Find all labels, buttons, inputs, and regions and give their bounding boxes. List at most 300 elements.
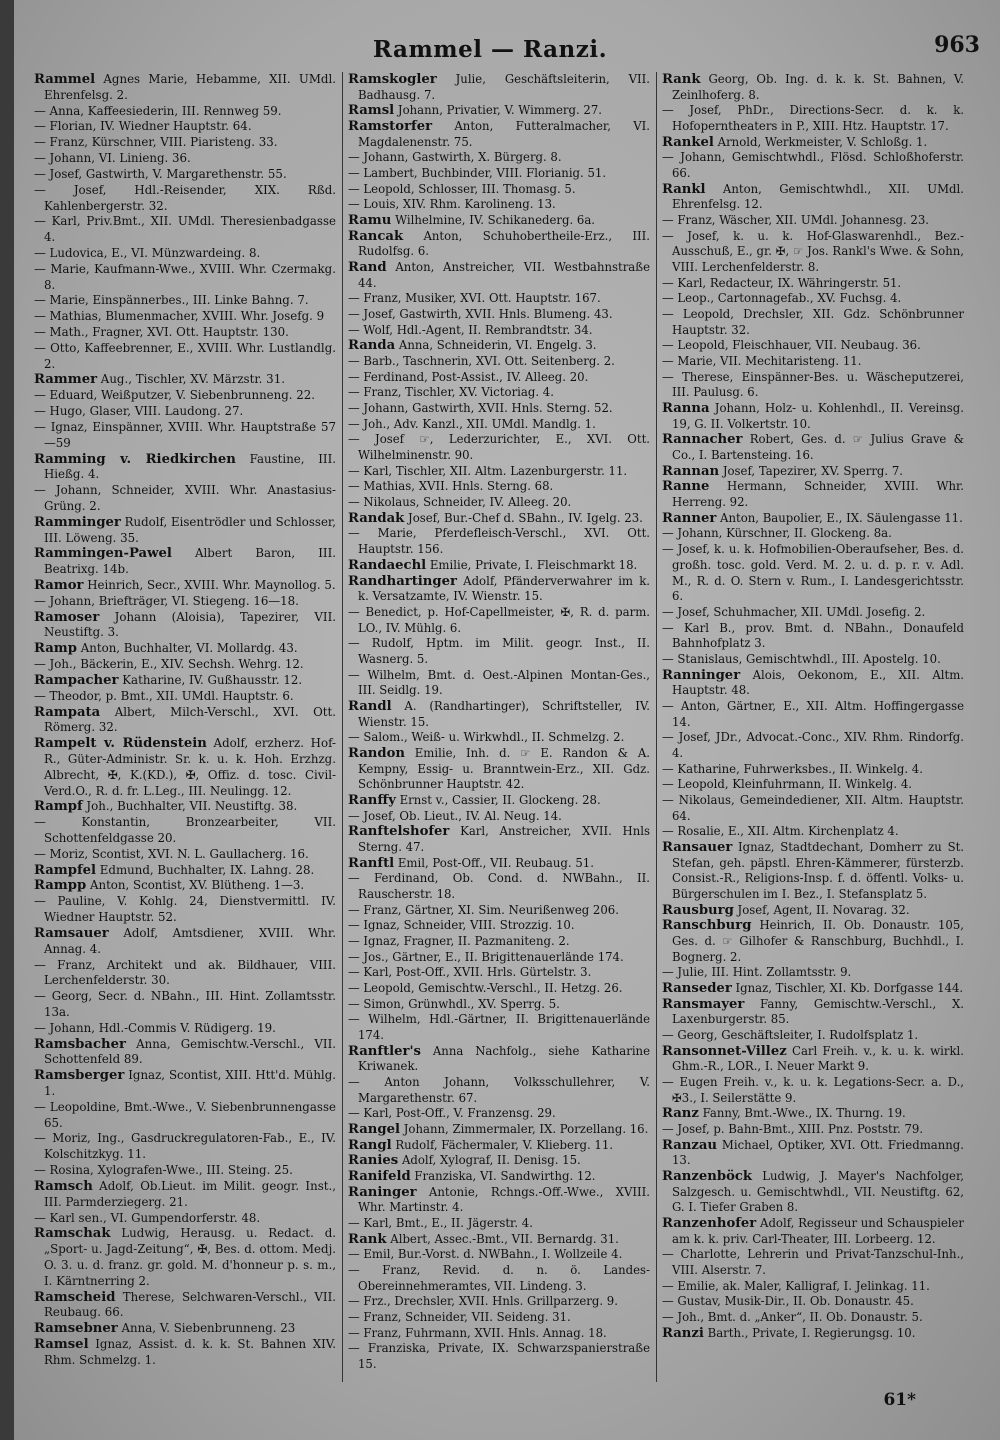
entry-surname: Rammer [34,372,98,388]
entry-details: — Eugen Freih. v., k. u. k. Legations-Secr. a. D., ✠3., I. Seilerstätte 9. [662,1075,964,1105]
entry-details: Arnold, Werkmeister, V. Schloßg. 1. [713,134,928,149]
entry-surname: Rannan [662,463,720,479]
directory-entry [34,689,336,705]
entry-details: Ignaz, Assist. d. k. k. St. Bahnen XIV. Rhm. Schmelzg. 1. [44,1337,336,1367]
entry-surname: Randhartinger [348,573,457,589]
directory-entry [34,815,336,847]
directory-entry [34,958,336,990]
directory-entry [348,871,650,902]
entry-details: Michael, Optiker, XVI. Ott. Friedmanng. 13. [672,1137,964,1168]
page-header [30,30,980,64]
directory-entry [348,119,650,150]
entry-details: Adolf, Xylograf, II. Denisg. 15. [398,1153,581,1168]
directory-entry [34,293,336,309]
entry-details: Edmund, Buchhalter, IX. Lahng. 28. [96,862,315,877]
entry-surname: Ramor [34,578,84,593]
directory-entry [348,1341,650,1372]
entry-details: — Karl B., prov. Bmt. d. NBahn., Donaufeld Bahnhofplatz 3. [662,620,964,651]
directory-entry [34,1321,336,1337]
directory-entry [348,182,650,198]
directory-entry [348,291,650,307]
entry-surname: Rancak [348,228,404,244]
directory-entry [348,479,650,495]
entry-details: — Hugo, Glaser, VIII. Laudong. 27. [34,404,244,419]
directory-entry [348,1232,650,1248]
directory-entry [348,1153,650,1169]
directory-entry [34,1068,336,1100]
directory-entry [34,404,336,420]
entry-surname: Ranftl [348,855,395,871]
entry-details: — Anna, Kaffeesiederin, III. Rennweg 59. [34,103,282,118]
directory-entry [34,388,336,404]
directory-entry [662,903,964,919]
entry-details: Anna Nachfolg., siehe Katharine Kriwanek. [358,1043,650,1074]
entry-details: — Moriz, Ing., Gasdruckregulatoren-Fab., E., IV. Kolschitzkyg. 11. [34,1131,336,1162]
entry-details: Albert Baron, III. Beatrixg. 14b. [44,546,336,577]
directory-entry [662,1169,964,1216]
directory-entry [34,72,336,104]
entry-details: Rudolf, Eisentrödler und Schlosser, III. Löweng. 35. [44,514,336,545]
directory-entry [34,610,336,642]
directory-entry [34,515,336,547]
directory-entry [662,621,964,652]
entry-details: — Mathias, XVII. Hnls. Sterng. 68. [348,479,554,494]
directory-entry [34,341,336,373]
entry-surname: Ramsbacher [34,1036,126,1052]
directory-columns [34,72,962,1382]
entry-details: Julie, Geschäftsleiterin, VII. Badhausg. 7. [358,72,650,102]
entry-details: — Ferdinand, Post-Assist., IV. Alleeg. 20. [348,369,589,384]
directory-entry [348,1247,650,1263]
directory-entry [662,182,964,213]
entry-surname: Ramscheid [34,1289,116,1305]
directory-entry [34,151,336,167]
directory-entry [348,1138,650,1154]
entry-details: Katharine, IV. Gußhausstr. 12. [118,672,303,687]
entry-surname: Ranies [348,1153,399,1169]
entry-surname: Rausburg [662,902,734,918]
entry-details: — Josef, k. u. k. Hof-Glaswarenhdl., Bez.-Ausschuß, E., gr. ✠, ☞ Jos. Rankl's Wwe. & Sohn, VIII. Lerchenfelderstr. 8. [662,228,964,275]
directory-entry [348,432,650,463]
directory-entry [34,1290,336,1322]
directory-entry [348,699,650,730]
entry-details: Fanny, Bmt.-Wwe., IX. Thurng. 19. [698,1106,906,1121]
directory-entry [662,72,964,103]
entry-details: Emilie, Inh. d. ☞ E. Randon & A. Kempny, Essig- u. Branntwein-Erz., XII. Gdz. Schönbrunner Hauptstr. 42. [358,745,650,792]
entry-details: — Johann, Hdl.-Commis V. Rüdigerg. 19. [34,1020,276,1035]
entry-details: Rudolf, Fächermaler, V. Klieberg. 11. [391,1137,614,1152]
entry-surname: Ransauer [662,839,733,855]
directory-entry [34,1179,336,1211]
directory-entry [348,166,650,182]
entry-details: Robert, Ges. d. ☞ Julius Grave & Co., I. Bartensteing. 16. [672,432,964,463]
entry-surname: Randa [348,338,396,354]
entry-details: — Leopold, Gemischtw.-Verschl., II. Hetzg. 26. [348,980,623,995]
entry-details: Anton, Gemischtwhdl., XII. UMdl. Ehrenfelsg. 12. [672,181,964,212]
directory-entry [348,1326,650,1342]
directory-entry [34,183,336,215]
column-2 [348,72,650,1382]
directory-entry [662,103,964,134]
entry-details: — Josef, k. u. k. Hofmobilien-Oberaufseher, Bes. d. großh. tosc. gold. Verd. M. 2. u. d. p. r. v. Adl. M., R. d. O. Stern v. Rum., I. Landesgerichtsstr. 6. [662,542,964,604]
entry-surname: Ranzenböck [662,1169,753,1185]
directory-entry [348,950,650,966]
entry-details: — Josef, Gastwirth, XVII. Hnls. Blumeng. 43. [348,307,613,322]
directory-entry [662,1138,964,1169]
directory-entry [348,417,650,433]
entry-surname: Rammel [34,72,96,87]
entry-details: — Franz, Fuhrmann, XVII. Hnls. Annag. 18. [348,1325,607,1340]
entry-surname: Ranschburg [662,918,752,934]
directory-entry [348,1216,650,1232]
directory-entry [662,668,964,699]
entry-details: — Josef, Ob. Lieut., IV. Al. Neug. 14. [348,808,562,823]
entry-details: — Charlotte, Lehrerin und Privat-Tanzschul-Inh., VIII. Alserstr. 7. [662,1247,964,1278]
entry-details: — Karl sen., VI. Gumpendorferstr. 48. [34,1210,261,1225]
directory-entry [34,1100,336,1132]
directory-entry [662,777,964,793]
directory-entry [348,809,650,825]
entry-surname: Rank [348,1231,387,1247]
entry-details: Johann, Zimmermaler, IX. Porzellang. 16. [400,1122,649,1137]
directory-entry [348,307,650,323]
directory-entry [662,1279,964,1295]
directory-entry [34,119,336,135]
directory-entry [34,1226,336,1289]
entry-surname: Ramsberger [34,1068,125,1084]
entry-details: — Josef, JDr., Advocat.-Conc., XIV. Rhm. Rindorfg. 4. [662,730,964,760]
entry-details: — Barb., Taschnerin, XVI. Ott. Seitenberg. 2. [348,354,615,369]
directory-entry [662,793,964,824]
directory-entry [662,479,964,510]
directory-entry [348,668,650,699]
entry-surname: Ramskogler [348,72,437,87]
entry-details: Fanny, Gemischtw.-Verschl., X. Laxenburgerstr. 85. [672,996,964,1027]
entry-details: — Johann, VI. Linieng. 36. [34,151,191,166]
directory-entry [662,699,964,730]
directory-entry [34,594,336,610]
directory-entry [348,338,650,354]
directory-entry [34,1337,336,1369]
directory-entry [34,246,336,262]
entry-surname: Ranffy [348,792,396,808]
entry-details: — Josef, PhDr., Directions-Secr. d. k. k. Hofoperntheaters in P., XIII. Htz. Hauptstr. 17. [662,103,964,134]
column-3 [662,72,964,1382]
directory-entry [662,997,964,1028]
directory-entry [662,150,964,181]
entry-details: Anna, V. Siebenbrunneng. 23 [117,1321,296,1336]
directory-entry [662,276,964,292]
directory-entry [348,197,650,213]
entry-details: — Simon, Grünwhdl., XV. Sperrg. 5. [348,996,560,1011]
entry-details: — Karl, Priv.Bmt., XII. UMdl. Theresienbadgasse 4. [34,214,336,245]
entry-details: Emilie, Private, I. Fleischmarkt 18. [426,557,638,572]
directory-entry [348,918,650,934]
entry-surname: Ramsch [34,1178,93,1194]
entry-surname: Rampata [34,704,101,720]
entry-surname: Ransonnet-Villez [662,1043,787,1059]
directory-entry [348,1169,650,1185]
entry-details: — Leopold, Fleischhauer, VII. Neubaug. 36. [662,338,921,353]
entry-details: — Nikolaus, Gemeindediener, XII. Altm. Hauptstr. 64. [662,792,964,823]
directory-entry [34,989,336,1021]
directory-entry [348,1044,650,1075]
column-divider [656,72,657,1382]
directory-entry [662,840,964,903]
directory-entry [34,578,336,594]
entry-surname: Ranne [662,479,710,495]
directory-entry [662,464,964,480]
page-number: 963 [934,32,980,58]
directory-entry [662,354,964,370]
directory-entry [662,1326,964,1342]
entry-details: — Joh., Bmt. d. „Anker“, II. Ob. Donaustr. 5. [662,1310,923,1325]
entry-surname: Rampelt v. Rüdenstein [34,736,207,752]
entry-details: — Eduard, Weißputzer, V. Siebenbrunneng. 22. [34,388,316,403]
entry-details: Ignaz, Stadtdechant, Domherr zu St. Stefan, geh. päpstl. Ehren-Kämmerer, fürsterzb. Consist.-R., Religions-Insp. f. d. öffentl. Volks- u. Bürgerschulen im I. Bez., I. Stefansplatz 5. [672,839,964,901]
directory-entry [34,1037,336,1069]
entry-details: — Anton Johann, Volksschullehrer, V. Margarethenstr. 67. [348,1075,650,1105]
entry-details: Johann, Holz- u. Kohlenhdl., II. Vereinsg. 19, G. II. Volkertstr. 10. [672,401,964,431]
entry-surname: Ranner [662,510,717,526]
entry-details: — Katharine, Fuhrwerksbes., II. Winkelg. 4. [662,761,923,776]
entry-details: Karl, Anstreicher, XVII. Hnls Sterng. 47. [358,824,650,854]
directory-entry [662,135,964,151]
entry-surname: Ranftelshofer [348,824,450,840]
entry-details: Georg, Ob. Ing. d. k. k. St. Bahnen, V. Zeinlhoferg. 8. [672,72,964,102]
directory-entry [34,894,336,926]
directory-entry [34,309,336,325]
entry-details: Joh., Buchhalter, VII. Neustiftg. 38. [82,799,298,814]
entry-details: — Franz, Wäscher, XII. UMdl. Johannesg. 23. [662,213,930,228]
entry-details: — Ludovica, E., VI. Münzwardeing. 8. [34,245,261,260]
entry-details: — Karl, Post-Off., XVII. Hrls. Gürtelstr. 3. [348,965,592,980]
entry-surname: Rank [662,72,701,87]
entry-details: Ernst v., Cassier, II. Glockeng. 28. [395,792,601,807]
entry-details: — Benedict, p. Hof-Capellmeister, ✠, R. d. parm. LO., IV. Mühlg. 6. [348,604,650,635]
column-1 [34,72,336,1382]
directory-entry [662,918,964,965]
directory-entry [348,793,650,809]
entry-surname: Ramminger [34,514,121,530]
directory-entry [662,605,964,621]
entry-details: Franziska, VI. Sandwirthg. 12. [410,1169,596,1184]
entry-details: — Karl, Post-Off., V. Franzensg. 29. [348,1106,556,1121]
directory-entry [348,1012,650,1043]
entry-surname: Ramming v. Riedkirchen [34,451,236,467]
directory-entry [348,997,650,1013]
entry-details: Adolf, Regisseur und Schauspieler am k. k. priv. Carl-Theater, III. Lorbeerg. 12. [672,1216,964,1246]
entry-details: — Math., Fragner, XVI. Ott. Hauptstr. 130. [34,325,289,339]
entry-details: — Stanislaus, Gemischtwhdl., III. Apostelg. 10. [662,651,941,666]
directory-entry [348,730,650,746]
directory-entry [662,1028,964,1044]
entry-details: Heinrich, II. Ob. Donaustr. 105, Ges. d. ☞ Gilhofer & Ranschburg, Buchhdl., I. Bognerg. 2. [672,918,964,964]
entry-surname: Ramsebner [34,1321,118,1337]
entry-surname: Raninger [348,1184,417,1200]
directory-entry [662,824,964,840]
directory-entry [34,325,336,341]
directory-entry [348,401,650,417]
entry-details: — Franz, Revid. d. n. ö. Landes-Obereinnehmeramtes, VII. Lindeng. 3. [348,1263,650,1293]
directory-entry [34,926,336,958]
entry-details: — Lambert, Buchbinder, VIII. Florianig. 51. [348,166,607,181]
entry-surname: Ranifeld [348,1169,411,1185]
page-edge-shadow [0,0,14,1440]
entry-details: A. (Randhartinger), Schriftsteller, IV. Wienstr. 15. [358,698,650,729]
directory-entry [348,574,650,605]
entry-details: — Leopold, Drechsler, XII. Gdz. Schönbrunner Hauptstr. 32. [662,307,964,337]
directory-entry [348,229,650,260]
directory-entry [34,214,336,246]
directory-entry [348,1263,650,1294]
directory-entry [662,1122,964,1138]
directory-entry [348,636,650,667]
directory-entry [34,167,336,183]
entry-surname: Rammingen-Pawel [34,546,172,562]
entry-details: Josef, Bur.-Chef d. SBahn., IV. Igelg. 23. [404,510,643,525]
entry-surname: Ransmayer [662,996,745,1012]
entry-surname: Ramoser [34,609,100,625]
entry-surname: Ramstorfer [348,119,433,135]
directory-entry [662,1294,964,1310]
entry-surname: Ranftler's [348,1043,421,1059]
entry-details: Wilhelmine, IV. Schikanederg. 6a. [391,213,596,228]
entry-details: — Karl, Tischler, XII. Altm. Lazenburgerstr. 11. [348,463,628,478]
entry-details: Alois, Oekonom, E., XII. Altm. Hauptstr. 48. [672,667,964,698]
entry-details: — Theodor, p. Bmt., XII. UMdl. Hauptstr. 6. [34,688,294,703]
entry-details: Antonie, Rchngs.-Off.-Wwe., XVIII. Whr. Martinstr. 4. [358,1184,650,1215]
entry-details: Josef, Tapezirer, XV. Sperrg. 7. [719,463,903,478]
entry-details: Josef, Agent, II. Novarag. 32. [733,902,910,917]
directory-entry [662,1075,964,1106]
entry-details: Hermann, Schneider, XVIII. Whr. Herreng. 92. [672,479,964,510]
entry-details: Emil, Post-Off., VII. Reubaug. 51. [394,855,594,870]
directory-entry [34,546,336,578]
directory-entry [662,511,964,527]
directory-entry [348,934,650,950]
entry-details: Anton, Anstreicher, VII. Westbahnstraße 44. [358,260,650,290]
directory-entry [34,878,336,894]
entry-surname: Rampp [34,878,87,894]
entry-details: — Jos., Gärtner, E., II. Brigittenauerlände 174. [348,949,624,964]
entry-details: Adolf, Amtsdiener, XVIII. Whr. Annag. 4. [44,925,336,956]
running-head: Rammel — Ranzi. [372,36,608,63]
entry-details: — Ignaz, Schneider, VIII. Strozzig. 10. [348,918,575,933]
entry-details: — Rudolf, Hptm. im Milit. geogr. Inst., II. Wasnerg. 5. [348,636,650,666]
directory-entry [662,965,964,981]
entry-details: — Emil, Bur.-Vorst. d. NWBahn., I. Wollzeile 4. [348,1247,623,1262]
entry-details: Anton, Futteralmacher, VI. Magdalenenstr. 75. [358,119,650,149]
entry-details: — Leopold, Schlosser, III. Thomasg. 5. [348,181,576,196]
directory-entry [348,72,650,103]
entry-surname: Rankl [662,181,706,197]
entry-details: — Josef, Gastwirth, V. Margarethenstr. 55. [34,166,287,181]
directory-entry [348,354,650,370]
directory-entry [662,542,964,605]
entry-details: — Joh., Adv. Kanzl., XII. UMdl. Mandlg. 1. [348,416,596,431]
entry-details: — Karl, Bmt., E., II. Jägerstr. 4. [348,1216,533,1231]
entry-details: Anna, Schneiderin, VI. Engelg. 3. [395,338,597,353]
directory-entry [662,401,964,432]
entry-details: Albert, Milch-Verschl., XVI. Ott. Römerg. 32. [44,704,336,735]
directory-entry [662,1044,964,1075]
entry-details: — Moriz, Scontist, XVI. N. L. Gaullacherg. 16. [34,846,309,861]
entry-surname: Ranzenhofer [662,1216,757,1232]
directory-entry [662,526,964,542]
directory-entry [662,1247,964,1278]
entry-details: — Wilhelm, Hdl.-Gärtner, II. Brigittenauerlände 174. [348,1012,650,1042]
directory-entry [662,1106,964,1122]
entry-details: — Franz, Musiker, XVI. Ott. Hauptstr. 167. [348,291,601,306]
entry-details: — Franziska, Private, IX. Schwarzspanierstraße 15. [348,1341,650,1372]
directory-entry [662,730,964,761]
directory-entry [34,641,336,657]
entry-details: — Julie, III. Hint. Zollamtsstr. 9. [662,965,852,980]
directory-entry [662,307,964,338]
directory-entry [34,1131,336,1163]
entry-details: Anna, Gemischtw.-Verschl., VII. Schottenfeld 89. [44,1036,336,1067]
entry-surname: Ramu [348,213,392,229]
entry-details: — Franz, Schneider, VII. Seideng. 31. [348,1310,571,1325]
entry-surname: Ranz [662,1106,699,1122]
directory-entry [34,104,336,120]
directory-entry [348,260,650,291]
entry-surname: Ranseder [662,980,732,996]
directory-entry [662,981,964,997]
directory-entry [662,1310,964,1326]
entry-details: — Rosina, Xylografen-Wwe., III. Steing. 25. [34,1163,293,1178]
directory-entry [662,432,964,463]
entry-surname: Ranninger [662,667,741,683]
entry-details: — Georg, Geschäftsleiter, I. Rudolfsplatz 1. [662,1027,919,1042]
directory-entry [348,370,650,386]
entry-details: — Mathias, Blumenmacher, XVIII. Whr. Josefg. 9 [34,309,325,324]
directory-entry [348,856,650,872]
entry-details: — Franz, Kürschner, VIII. Piaristeng. 33. [34,135,278,150]
entry-details: — Marie, Einspännerbes., III. Linke Bahng. 7. [34,293,309,308]
entry-details: — Johann, Gemischtwhdl., Flösd. Schloßhoferstr. 66. [662,150,964,181]
directory-entry [348,965,650,981]
entry-surname: Ramsl [348,103,395,119]
directory-entry [34,1163,336,1179]
directory-entry [34,863,336,879]
directory-entry [348,526,650,557]
entry-details: — Georg, Secr. d. NBahn., III. Hint. Zollamtsstr. 13a. [34,989,336,1019]
entry-details: — Johann, Schneider, XVIII. Whr. Anastasius-Grüng. 2. [34,483,336,513]
directory-entry [662,1216,964,1247]
column-divider [342,72,343,1382]
directory-entry [348,1310,650,1326]
directory-entry [348,903,650,919]
entry-surname: Ranzau [662,1137,718,1153]
directory-entry [348,1294,650,1310]
directory-entry [348,385,650,401]
entry-details: — Anton, Gärtner, E., XII. Altm. Hoffingergasse 14. [662,698,964,729]
entry-details: Anton, Scontist, XV. Blütheng. 1—3. [86,878,305,893]
directory-entry [348,1075,650,1106]
entry-surname: Ranna [662,401,710,417]
entry-details: — Marie, Pferdefleisch-Verschl., XVI. Ott. Hauptstr. 156. [348,526,650,557]
entry-details: — Josef, Hdl.-Reisender, XIX. Rßd. Kahlenbergerstr. 32. [34,182,336,213]
directory-entry [34,1211,336,1227]
entry-details: — Franz, Architekt und ak. Bildhauer, VIII. Lerchenfelderstr. 30. [34,957,336,988]
entry-details: — Josef, Schuhmacher, XII. UMdl. Josefig. 2. [662,604,926,619]
directory-entry [348,1122,650,1138]
entry-details: — Therese, Einspänner-Bes. u. Wäscheputzerei, III. Paulusg. 6. [662,369,964,400]
entry-details: — Wilhelm, Bmt. d. Oest.-Alpinen Montan-Ges., III. Seidlg. 19. [348,667,650,698]
entry-surname: Ranzi [662,1325,704,1341]
